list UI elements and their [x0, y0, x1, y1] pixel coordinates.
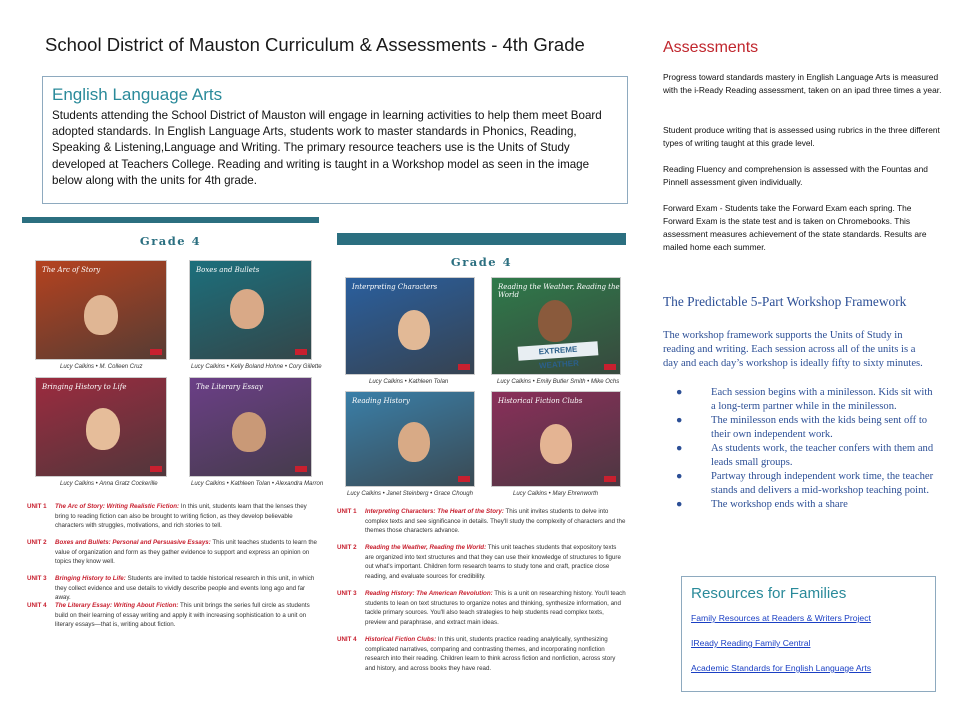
- ela-description: Students attending the School District of Mauston will engage in learning activities to help them meet Board adopted standards. In English Language Arts, students work to master standards in Phonics, Reading, Speaking & Listening,Language and Writing. The primary resource teachers use is the Units of Study developed at Teachers College. Reading and writing is taught in a Workshop model as seen in the image below along with the units for 4th grade.: [52, 109, 602, 187]
- cover-authors: Lucy Calkins • Kathleen Tolan: [369, 379, 449, 385]
- unit-summary: This unit teaches students that expository texts are organized into text structures and that they can use their knowledge of structures to figure out what's important. Children form research teams to study tone and craft, practice close reading, and evaluate sources for credibility.: [365, 544, 621, 580]
- cover-title: Bringing History to Life: [42, 383, 127, 391]
- cover-authors: Lucy Calkins • Mary Ehrenworth: [513, 491, 599, 497]
- list-item: ● Partway through independent work time, the teacher stands and delivers a mid-workshop teaching point.: [676, 471, 934, 496]
- ela-heading: English Language Arts: [52, 85, 223, 104]
- cover-title: The Arc of Story: [42, 266, 101, 274]
- book-cover: [35, 260, 167, 360]
- book-cover: [189, 260, 312, 360]
- workshop-intro: The workshop framework supports the Units of Study in reading and writing. Each session across all of the units is a day and each day’s workshop is ideally fifty to sixty minutes.: [663, 330, 923, 369]
- unit-title: Interpreting Characters: The Heart of the Story:: [365, 508, 504, 515]
- writing-units-image: [22, 217, 324, 629]
- workshop-heading: The Predictable 5-Part Workshop Framework: [663, 294, 907, 309]
- unit-description: [27, 601, 317, 631]
- weather-banner: EXTREME WEATHER: [518, 341, 599, 361]
- unit-title: Boxes and Bullets: Personal and Persuasive Essays:: [55, 539, 211, 546]
- cover-title: Boxes and Bullets: [196, 266, 260, 274]
- heinemann-logo: [295, 466, 307, 472]
- cover-title: Reading History: [352, 397, 410, 405]
- student-photo: [398, 422, 430, 462]
- unit-summary: This unit invites students to delve into complex texts and see significance in details. They'll study the complexity of characters and the themes those characters advance.: [365, 508, 626, 535]
- book-cover: [35, 377, 167, 477]
- assessment-paragraph: Reading Fluency and comprehension is assessed with the Fountas and Pinnell assessment given individually.: [663, 164, 928, 187]
- heinemann-logo: [150, 349, 162, 355]
- resources-heading: Resources for Families: [691, 585, 847, 602]
- unit-description: [337, 589, 626, 639]
- book-cover: [491, 277, 621, 375]
- heinemann-logo: [458, 476, 470, 482]
- unit-description: [337, 507, 626, 547]
- assessment-paragraph: Forward Exam - Students take the Forward Exam each spring. The Forward Exam is the state test and is taken on Chromebooks. This assessment measures achievement of the state standards. Results are mailed home each summer.: [663, 203, 927, 252]
- iready-family-link[interactable]: IReady Reading Family Central: [691, 638, 811, 648]
- cover-title: Interpreting Characters: [352, 283, 438, 291]
- header-bar: [337, 233, 626, 245]
- unit-number: UNIT 1: [27, 503, 47, 510]
- list-item: ● Each session begins with a minilesson. Kids sit with a long-term partner while in the minilesson.: [676, 387, 933, 412]
- unit-description: [337, 635, 626, 685]
- cover-authors: Lucy Calkins • M. Colleen Cruz: [60, 364, 143, 370]
- unit-description: [27, 538, 317, 568]
- heinemann-logo: [604, 476, 616, 482]
- unit-title: Historical Fiction Clubs:: [365, 636, 437, 643]
- heinemann-logo: [458, 364, 470, 370]
- list-item: ● The workshop ends with a share: [676, 499, 848, 510]
- book-cover: [345, 391, 475, 487]
- unit-summary: This unit brings the series full circle as students build on their learning of essay writing and apply it with increasing sophistication to a unit on literary essays—that is, writing about fiction.: [55, 602, 310, 629]
- book-cover: [345, 277, 475, 375]
- unit-number: UNIT 1: [337, 508, 357, 515]
- bullet-icon: ●: [676, 471, 683, 482]
- academic-standards-link[interactable]: Academic Standards for English Language Arts: [691, 663, 872, 673]
- unit-title: The Literary Essay: Writing About Fiction:: [55, 602, 179, 609]
- workshop-steps-list: [676, 386, 938, 512]
- unit-description: [27, 502, 317, 542]
- unit-number: UNIT 3: [27, 575, 47, 582]
- grade-label: Grade 4: [450, 255, 513, 269]
- assessments-heading: Assessments: [663, 39, 759, 56]
- list-item: ● As students work, the teacher confers with them and leads small groups.: [676, 443, 934, 468]
- student-photo: [540, 424, 572, 464]
- book-cover: [189, 377, 312, 477]
- header-bar: [22, 217, 319, 223]
- heinemann-logo: [150, 466, 162, 472]
- assessment-paragraph: Student produce writing that is assessed using rubrics in the three different types of writing taught at this grade level.: [663, 125, 940, 148]
- student-photo: [232, 412, 266, 452]
- book-cover: [491, 391, 621, 487]
- student-photo: [84, 295, 118, 335]
- resources-section: [681, 576, 936, 692]
- cover-authors: Lucy Calkins • Kathleen Tolan • Alexandra Marron: [191, 481, 324, 487]
- unit-description: [337, 543, 626, 593]
- cover-authors: Lucy Calkins • Janet Steinberg • Grace Chough: [347, 491, 473, 497]
- student-photo: [538, 300, 572, 342]
- page-title: School District of Mauston Curriculum & Assessments - 4th Grade: [45, 34, 585, 55]
- student-photo: [398, 310, 430, 350]
- unit-number: UNIT 4: [27, 602, 47, 609]
- family-resources-link[interactable]: Family Resources at Readers & Writers Project: [691, 613, 871, 623]
- unit-title: Bringing History to Life:: [55, 575, 126, 582]
- bullet-icon: ●: [676, 415, 683, 426]
- list-item: ● The minilesson ends with the kids being sent off to their own independent work.: [676, 415, 928, 440]
- unit-description: [27, 574, 317, 604]
- heinemann-logo: [604, 364, 616, 370]
- unit-title: Reading History: The American Revolution:: [365, 590, 493, 597]
- bullet-icon: ●: [676, 499, 683, 510]
- cover-authors: Lucy Calkins • Anna Gratz Cockerille: [60, 481, 158, 487]
- student-photo: [86, 408, 120, 450]
- unit-summary: This unit teaches students to learn the value of organization and form as they gather evidence to support and express an opinion on topics they know well.: [55, 539, 317, 566]
- unit-number: UNIT 4: [337, 636, 357, 643]
- unit-number: UNIT 3: [337, 590, 357, 597]
- ela-section: [42, 76, 628, 204]
- cover-title: Historical Fiction Clubs: [498, 397, 583, 405]
- student-photo: [230, 289, 264, 329]
- cover-authors: Lucy Calkins • Kelly Boland Hohne • Cory Gillette: [191, 364, 322, 370]
- reading-units-image: [337, 233, 626, 683]
- heinemann-logo: [295, 349, 307, 355]
- bullet-icon: ●: [676, 387, 683, 398]
- bullet-icon: ●: [676, 443, 683, 454]
- unit-number: UNIT 2: [337, 544, 357, 551]
- cover-title: The Literary Essay: [196, 383, 263, 391]
- unit-summary: In this unit, students practice reading analytically, synthesizing complicated narratives, comparing and contrasting themes, and incorporating nonfiction research into their reading. Children learn to think across fiction and nonfiction, across story and history, and across books they have read.: [365, 636, 616, 672]
- unit-number: UNIT 2: [27, 539, 47, 546]
- unit-summary: In this unit, students learn that the lenses they bring to reading fiction can also be brought to writing fiction, as they develop believable characters with struggles, motivations, and rich stories to tell.: [55, 503, 307, 530]
- unit-title: Reading the Weather, Reading the World:: [365, 544, 487, 551]
- unit-summary: This is a unit on researching history. You'll teach students to lean on text structures to organize notes and thinking, synthesize information, and tackle primary sources. You'll also teach strategies to help students read complex texts, preview and paraphrase, and extract main ideas.: [365, 590, 626, 626]
- grade-label: Grade 4: [139, 234, 202, 248]
- unit-title: The Arc of Story: Writing Realistic Fiction:: [55, 503, 180, 510]
- assessment-paragraph: Progress toward standards mastery in English Language Arts is measured with the i-Ready Reading assessment, taken on an ipad three times a year.: [663, 72, 942, 95]
- cover-title: Reading the Weather, Reading the World: [498, 283, 620, 299]
- cover-authors: Lucy Calkins • Emily Butler Smith • Mike Ochs: [497, 379, 620, 385]
- unit-summary: Students are invited to tackle historical research in this unit, in which they collect evidence and use details to vividly describe people and events long ago and far away.: [55, 575, 315, 602]
